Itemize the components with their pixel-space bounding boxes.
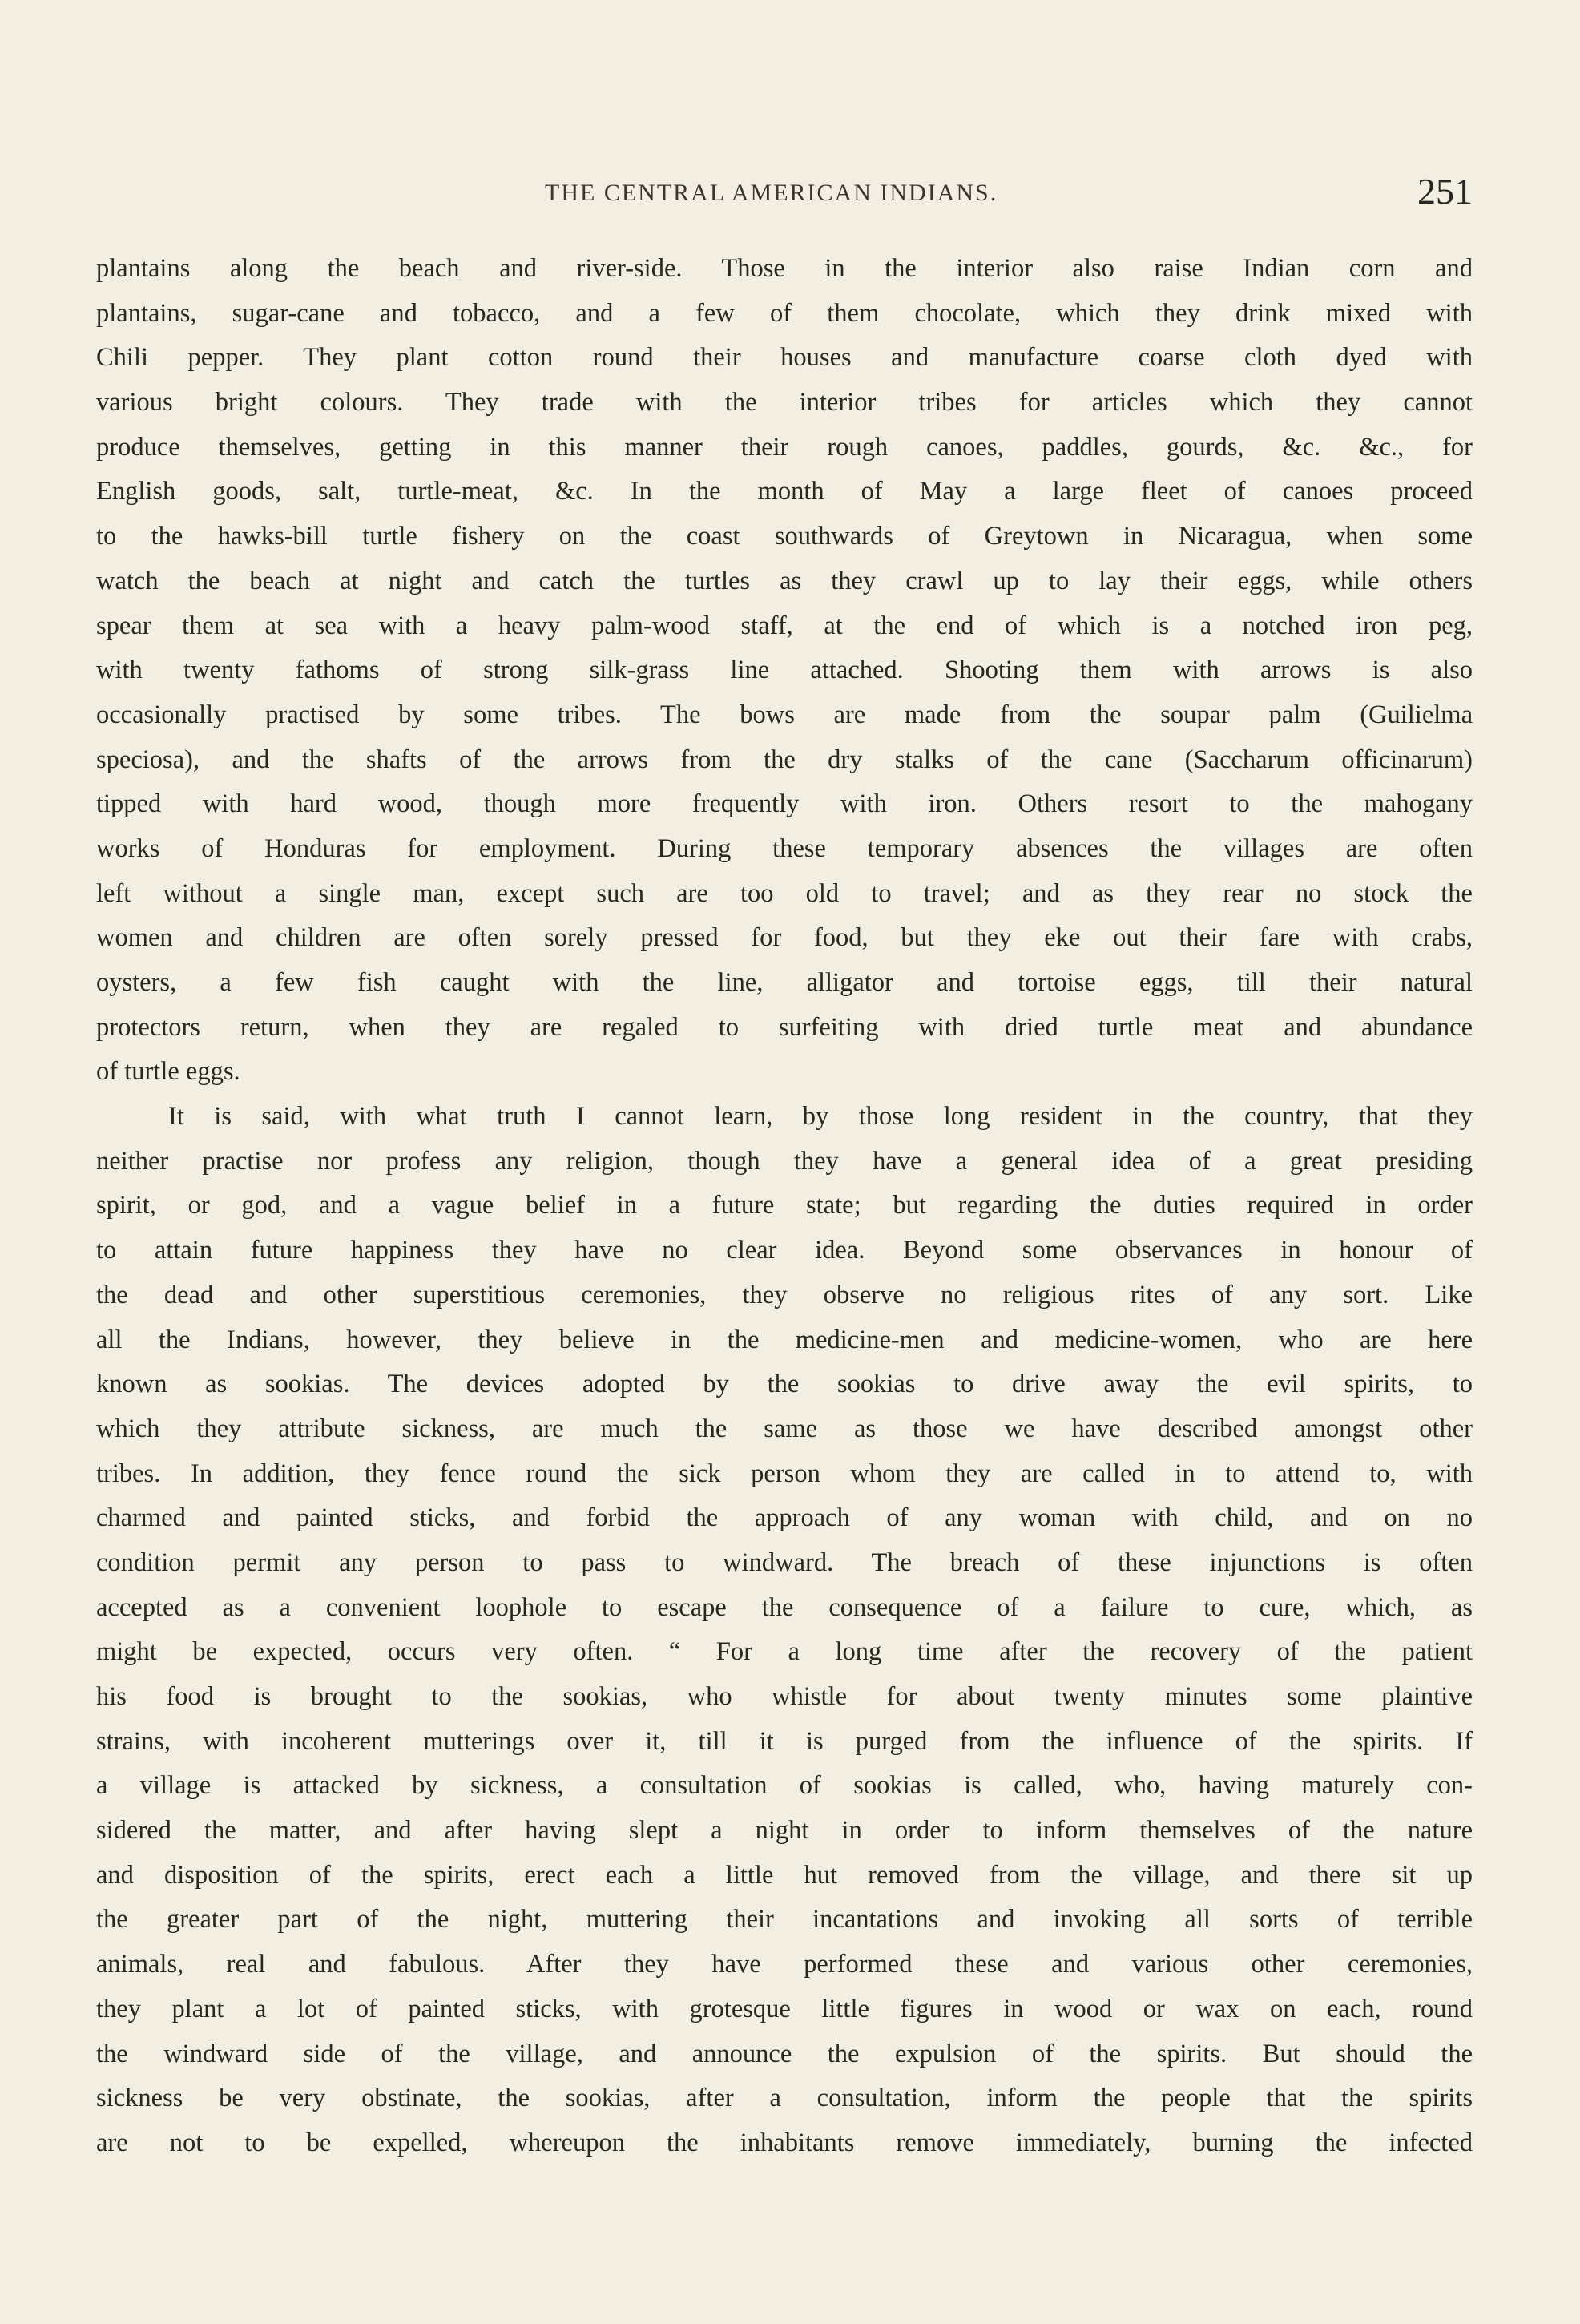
text-line: produce themselves, getting in this manner their rough canoes, paddles, gourds, &c. &c., for (96, 432, 1473, 462)
paragraph-start-line: It is said, with what truth I cannot learn, by those long resident in the country, that they (168, 1102, 1473, 1132)
text-line: his food is brought to the sookias, who whistle for about twenty minutes some plaintive (96, 1682, 1473, 1711)
text-line: spear them at sea with a heavy palm-wood staff, at the end of which is a notched iron peg, (96, 611, 1473, 640)
body-text (96, 247, 1473, 2166)
text-line: they plant a lot of painted sticks, with grotesque little figures in wood or wax on each, round (96, 1994, 1473, 2023)
text-line: the greater part of the night, muttering their incantations and invoking all sorts of terrible (96, 1905, 1473, 1935)
text-line: sidered the matter, and after having slept a night in order to inform themselves of the nature (96, 1816, 1473, 1846)
text-line: watch the beach at night and catch the turtles as they crawl up to lay their eggs, while others (96, 566, 1473, 595)
text-line: condition permit any person to pass to windward. The breach of these injunctions is often (96, 1547, 1473, 1577)
text-line: which they attribute sickness, are much the same as those we have described amongst other (96, 1414, 1473, 1443)
text-line: a village is attacked by sickness, a consultation of sookias is called, who, having maturely con- (96, 1771, 1473, 1801)
text-line: occasionally practised by some tribes. The bows are made from the soupar palm (Guilielma (96, 700, 1473, 729)
text-line: the windward side of the village, and announce the expulsion of the spirits. But should the (96, 2039, 1473, 2068)
text-line: various bright colours. They trade with the interior tribes for articles which they cannot (96, 388, 1473, 418)
text-line: plantains along the beach and river-side. Those in the interior also raise Indian corn and (96, 254, 1473, 283)
text-line: the dead and other superstitious ceremonies, they observe no religious rites of any sort. Like (96, 1280, 1473, 1309)
text-line: oysters, a few fish caught with the line, alligator and tortoise eggs, till their natural (96, 968, 1473, 997)
text-line: known as sookias. The devices adopted by the sookias to drive away the evil spirits, to (96, 1370, 1473, 1399)
text-line: all the Indians, however, they believe in the medicine-men and medicine-women, who are here (96, 1325, 1473, 1354)
text-line: tipped with hard wood, though more frequently with iron. Others resort to the mahogany (96, 789, 1473, 819)
text-line: to the hawks-bill turtle fishery on the coast southwards of Greytown in Nicaragua, when some (96, 522, 1473, 551)
text-line: works of Honduras for employment. During these temporary absences the villages are often (96, 833, 1473, 863)
text-line: strains, with incoherent mutterings over it, till it is purged from the influence of the spirits. If (96, 1726, 1473, 1756)
running-title: THE CENTRAL AMERICAN INDIANS. (545, 180, 998, 206)
text-line: to attain future happiness they have no clear idea. Beyond some observances in honour of (96, 1236, 1473, 1265)
text-line: are not to be expelled, whereupon the inhabitants remove immediately, burning the infected (96, 2128, 1473, 2157)
text-line: tribes. In addition, they fence round the sick person whom they are called in to attend to, with (96, 1459, 1473, 1488)
text-line: English goods, salt, turtle-meat, &c. In the month of May a large fleet of canoes proceed (96, 477, 1473, 506)
running-head (96, 171, 1473, 215)
text-line: and disposition of the spirits, erect each a little hut removed from the village, and there sit up (96, 1860, 1473, 1890)
text-line: might be expected, occurs very often. “ For a long time after the recovery of the patient (96, 1637, 1473, 1667)
text-line: plantains, sugar-cane and tobacco, and a few of them chocolate, which they drink mixed with (96, 298, 1473, 328)
page-number: 251 (1417, 171, 1473, 212)
text-line: Chili pepper. They plant cotton round their houses and manufacture coarse cloth dyed with (96, 343, 1473, 373)
text-line: neither practise nor profess any religion, though they have a general idea of a great presiding (96, 1146, 1473, 1176)
text-line: women and children are often sorely pressed for food, but they eke out their fare with crabs, (96, 923, 1473, 953)
text-line: spirit, or god, and a vague belief in a future state; but regarding the duties required in order (96, 1191, 1473, 1221)
paragraph-end-line: of turtle eggs. (96, 1057, 240, 1087)
text-line: charmed and painted sticks, and forbid the approach of any woman with child, and on no (96, 1503, 1473, 1533)
text-line: protectors return, when they are regaled to surfeiting with dried turtle meat and abundance (96, 1012, 1473, 1042)
text-line: speciosa), and the shafts of the arrows from the dry stalks of the cane (Saccharum officinarum) (96, 744, 1473, 774)
text-line: animals, real and fabulous. After they have performed these and various other ceremonies, (96, 1950, 1473, 1979)
text-line: left without a single man, except such are too old to travel; and as they rear no stock the (96, 878, 1473, 908)
text-line: sickness be very obstinate, the sookias, after a consultation, inform the people that the spirits (96, 2084, 1473, 2113)
text-line: with twenty fathoms of strong silk-grass line attached. Shooting them with arrows is also (96, 656, 1473, 685)
text-line: accepted as a convenient loophole to escape the consequence of a failure to cure, which, as (96, 1592, 1473, 1622)
